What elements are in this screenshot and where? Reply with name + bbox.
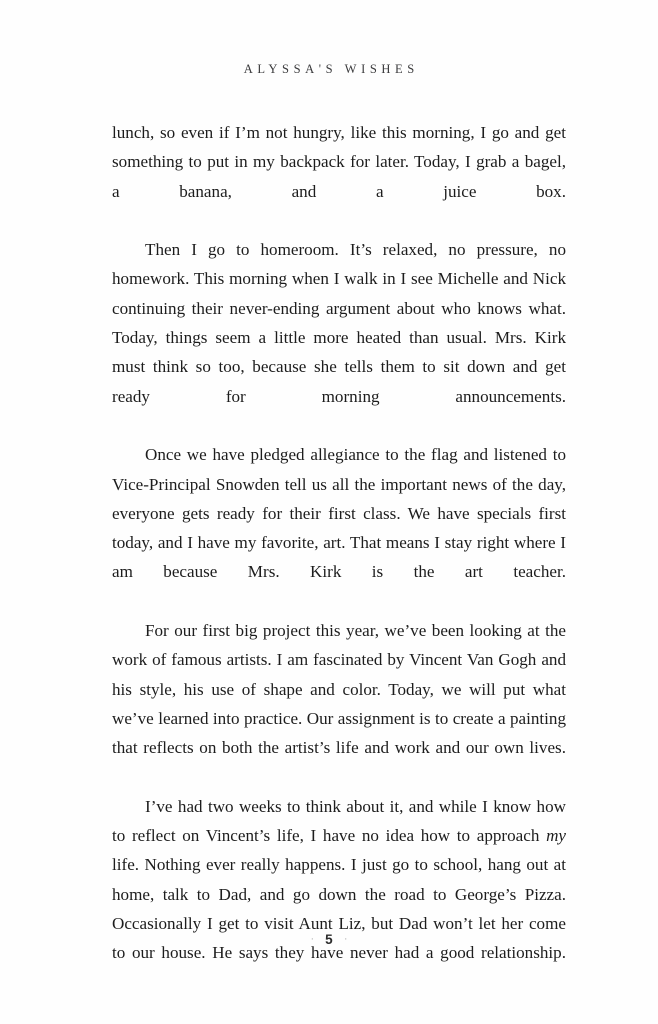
body-text-block bbox=[112, 118, 566, 997]
emphasis-text: my bbox=[546, 826, 566, 846]
folio-dot-left: · bbox=[310, 933, 315, 945]
page-folio bbox=[0, 932, 658, 947]
paragraph: For our first big project this year, we’ve been looking at the work of famous artists. I am fascinated by Vincent Van Gogh and his style, his use of shape and color. Today, we will put what we’ve learned into practice. Our assignment is to create a painting that reflects on both the artist’s life and work and our own lives. bbox=[112, 621, 566, 758]
page-number: 5 bbox=[325, 932, 333, 947]
paragraph: Then I go to homeroom. It’s relaxed, no pressure, no homework. This morning when I walk in I see Michelle and Nick continuing their never-ending argument about who knows what. Today, things seem a little more heated than usual. Mrs. Kirk must think so too, because she tells them to sit down and get ready for morning announcements. bbox=[112, 240, 566, 406]
paragraph: I’ve had two weeks to think about it, and while I know how to reflect on Vincent’s life, I have no idea how to approach my life. Nothing ever really happens. I just go to school, hang out at home, talk to Dad, and go down the road to George’s Pizza. Occasionally I get to visit Aunt Liz, but Dad won’t let her come to our house. He says they have never had a good relationship. bbox=[112, 796, 566, 963]
folio-dot-right: · bbox=[343, 933, 348, 945]
paragraph: Once we have pledged allegiance to the flag and listened to Vice-Principal Snowden tell us all the important news of the day, everyone gets ready for their first class. We have specials first today, and I have my favorite, art. That means I stay right where I am because Mrs. Kirk is the art teacher. bbox=[112, 445, 566, 582]
paragraph: lunch, so even if I’m not hungry, like this morning, I go and get something to put in my backpack for later. Today, I grab a bagel, a banana, and a juice box. bbox=[112, 123, 566, 201]
running-head: ALYSSA'S WISHES bbox=[243, 62, 419, 76]
